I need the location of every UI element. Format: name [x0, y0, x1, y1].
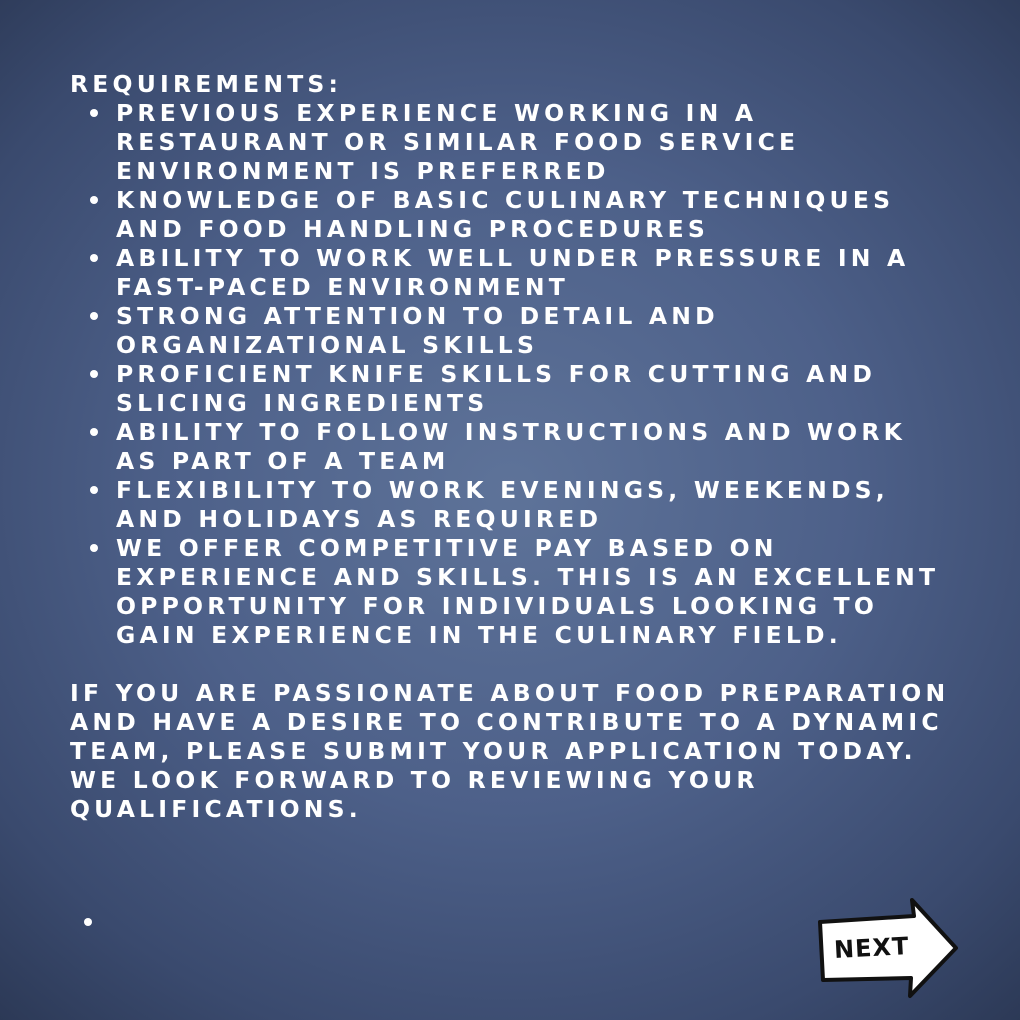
closing-paragraph: IF YOU ARE PASSIONATE ABOUT FOOD PREPARATION AND HAVE A DESIRE TO CONTRIBUTE TO A DYNAMIC TEAM, PLEASE SUBMIT YOUR APPLICATION TODAY. WE LOOK FORWARD TO REVIEWING YOUR QUALIFICATIONS.: [70, 679, 950, 823]
requirement-item: STRONG ATTENTION TO DETAIL AND ORGANIZATIONAL SKILLS: [116, 302, 950, 360]
next-label: NEXT: [833, 932, 911, 964]
requirements-heading: REQUIREMENTS:: [70, 70, 343, 98]
requirement-item: ABILITY TO WORK WELL UNDER PRESSURE IN A FAST-PACED ENVIRONMENT: [116, 244, 950, 302]
empty-bullet: [84, 918, 92, 926]
requirements-list: [116, 99, 950, 650]
requirement-item: ABILITY TO FOLLOW INSTRUCTIONS AND WORK AS PART OF A TEAM: [116, 418, 950, 476]
requirement-item: PREVIOUS EXPERIENCE WORKING IN A RESTAURANT OR SIMILAR FOOD SERVICE ENVIRONMENT IS PREFERRED: [116, 99, 950, 186]
post-content: [70, 70, 950, 824]
requirement-item: WE OFFER COMPETITIVE PAY BASED ON EXPERIENCE AND SKILLS. THIS IS AN EXCELLENT OPPORTUNITY FOR INDIVIDUALS LOOKING TO GAIN EXPERIENCE IN THE CULINARY FIELD.: [116, 534, 950, 650]
requirement-item: FLEXIBILITY TO WORK EVENINGS, WEEKENDS, AND HOLIDAYS AS REQUIRED: [116, 476, 950, 534]
requirement-item: KNOWLEDGE OF BASIC CULINARY TECHNIQUES AND FOOD HANDLING PROCEDURES: [116, 186, 950, 244]
next-button[interactable]: [812, 896, 962, 1000]
requirement-item: PROFICIENT KNIFE SKILLS FOR CUTTING AND SLICING INGREDIENTS: [116, 360, 950, 418]
